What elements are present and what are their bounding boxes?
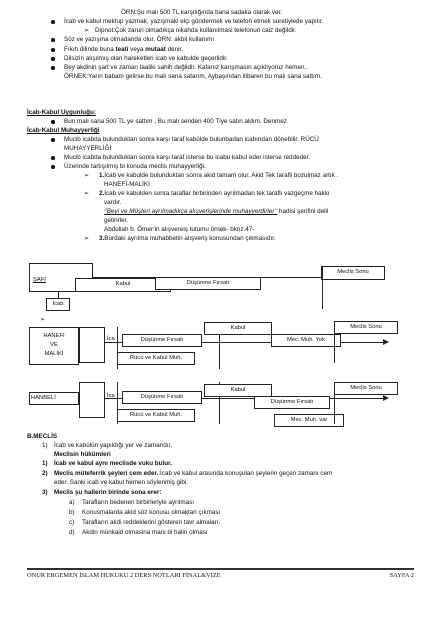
list-text: İcab ve kabülün yapıldığı yer ve zamandır. (54, 442, 172, 449)
mec-muh-label: Mec. Muh. Yok (286, 337, 326, 343)
kabul-label: Kabul (230, 325, 246, 331)
kabul-label: Kabul (230, 387, 246, 393)
meclis-line (322, 266, 323, 309)
arrow-right-icon: ➢ (84, 236, 90, 242)
meclis-label: Meclis Sonu (350, 385, 382, 391)
school-label: MALİKİ (44, 351, 64, 357)
text-part: Fıkıh dilinde buna (64, 46, 116, 53)
text-part: veya (128, 46, 146, 53)
thinking-label: Düşünme Fırsatı (140, 337, 184, 343)
sub-item-3 (99, 235, 276, 243)
arrow-right-icon: ➢ (40, 317, 46, 323)
bullet-text: Bun malı sana 500 TL ye sattım , Bu malı senden 400 Tlye satın aldım. Denmez (64, 118, 287, 125)
hadith-quote: ‘’Beyi ve Müşteri ayrılmadıkça alışverişlerinde muhayyerdirler’’ (104, 208, 278, 215)
bullet-text-cont: MUHAYYERLİĞİ (64, 145, 112, 152)
sub-item-1-cont: HANEFİ-MALİKİ (104, 181, 150, 188)
hadith-line (104, 208, 328, 216)
footer-rule (27, 568, 414, 570)
num: 3. (99, 235, 105, 242)
bullet-dot-icon (51, 66, 55, 70)
hadith-tail: hadisi şerifini delil (277, 208, 329, 215)
bullet-text: Mucib icabda bulunduktan sonra karşı taraf isterse bu icabu kabul eder isterse reddeder. (64, 154, 311, 161)
school-label: HANBELİ (31, 395, 56, 401)
bullet-dot-icon (51, 38, 55, 42)
sub-list-text: Tarafların bedenen birbirlerlyle ayrılması (82, 499, 194, 506)
school-label: HANEFİ (43, 333, 65, 339)
sub-list-text: Akdin münkaid olmasina mani bi halin olması (82, 529, 208, 536)
rucu-label: Rücü ve Kabul Muh. (129, 355, 183, 361)
bullet-text: Bey akdinin şart ve zaman taaliki sahih değildir. Kafanız karışmasın açıklıyoruz hemen.. (64, 64, 308, 71)
bullet-dot-icon (51, 156, 55, 160)
bullet-dot-icon (51, 20, 55, 24)
sub-heading: Meclisin hükümleri (54, 451, 111, 458)
num: 2. (99, 190, 105, 197)
bullet-dot-icon (51, 165, 55, 169)
example-text: ÖRNEK:Yarın babam gelirse bu malı sana satarım, Aybaşından itibaren bu malı sana sattım. (64, 73, 322, 80)
list-text-cont: eder. Sanki icab ve kabul hemen söylenmiş gibi. (54, 479, 189, 486)
bullet-text: Dilsizin alışılmış olan hareketleri icab ve kabulde geçerlidir. (64, 55, 228, 62)
icab-box (79, 382, 105, 418)
num: 1. (99, 172, 105, 179)
list-num: 1) (42, 460, 48, 467)
bullet-text: Üzerinde tartışılmış bi konuda meclis muhayyerliği. (64, 163, 206, 170)
arrow-right-icon: ➢ (84, 173, 90, 179)
icab-line (117, 327, 118, 369)
page-number: SAYFA 2 (389, 572, 414, 579)
bullet-text: Söz ve yazışma olmadanda olur. ÖRN: akbil kullanımı (64, 36, 215, 43)
section-heading: İcab-Kabul Uygunluğu: (27, 109, 96, 116)
arrow-head-icon (383, 395, 389, 401)
school-label: VE (50, 342, 58, 348)
list-num: 3) (42, 489, 48, 496)
list-text: İcab ve kabul aynı meclisde vuku bulur. (54, 460, 172, 467)
sub-list-key: a) (69, 499, 75, 506)
sub-item-2-cont: vardır. (104, 199, 122, 206)
thinking-label: Düşünme Fırsatı (270, 399, 314, 405)
sub-item-2-cont: getirirler. (104, 217, 129, 224)
sub-item-text: Burdaki ayrılma muhabbetin alışveriş konusundan çıkmasıdır. (104, 235, 276, 242)
icab-line (117, 382, 118, 424)
term: Meclis müteferrik şeyleri cem eder. (54, 470, 159, 477)
list-num: 2) (42, 470, 48, 477)
bullet-dot-icon (51, 48, 55, 52)
icab-connector (58, 292, 59, 299)
thinking-label: Düşünme Fırsatı (186, 280, 230, 286)
text-part: denir. (165, 46, 184, 53)
bullet-text: Mucib icabda bulunduktan sonra karşı taraf kabülde bulunbadan icabından dönebilir. RÜCÜ (64, 136, 319, 143)
sub-list-key: b) (69, 509, 75, 516)
sub-list-text: Tarafların akdi reddeklerini gösteren tavr almaları. (82, 519, 221, 526)
icab-label: İca (107, 393, 115, 399)
example-line: ÖRN:Şu malı 500 TL karşılığında bana sadaka olarak ver. (121, 9, 283, 16)
arrow-right-icon: ➢ (84, 191, 90, 197)
sub-list-key: c) (69, 519, 75, 526)
meclis-line (334, 382, 335, 424)
meclis-label: Meclis Sonu (337, 269, 369, 275)
kabul-label: Kabul (115, 281, 131, 287)
sub-list-key: d) (69, 529, 75, 536)
sub-item-1 (99, 172, 338, 180)
list-text: Meclis şu hallerin birinde sona erer: (54, 489, 162, 496)
term-teati: teati (115, 46, 129, 53)
thinking-label: Düşünme Fırsatı (140, 394, 184, 400)
sub-item-text: İcab ve kabulde bulunduktan sonra akid tamam olur. Akid Tek tarafli bozulmaz artık . (104, 172, 339, 179)
bullet-teati (64, 46, 183, 54)
sub-item-2 (99, 190, 330, 198)
school-label: ŞAFİ (33, 277, 46, 283)
list-num: 1) (42, 442, 48, 449)
bullet-dot-icon (51, 57, 55, 61)
bullet-text: İcab ve kabul mektup yazmak, yazışmaki elçi göndermek ve telefon etmek suretiylede yapılır. (64, 18, 324, 25)
section-heading: İcab-Kabul Muhayyerliği (27, 127, 100, 134)
section-heading: B.MECLİS (27, 433, 58, 440)
meclis-line (334, 321, 335, 363)
sub-item-text: İcab ve kabulden sonra taraflar birbirinden ayrılmadan tek taraflı vazgeçme hakkı (104, 190, 330, 197)
icab-box (79, 327, 105, 363)
sub-bullet-text: Dipnot:Çok zaruri olmadıkça nikahda kullanılmasi telefonun caiz değildir. (95, 27, 297, 34)
list-text (54, 470, 332, 478)
arrow-right-icon: ➢ (84, 28, 90, 34)
icab-label: İcab (52, 301, 64, 307)
meclis-label: Meclis Sonu (350, 324, 382, 330)
arrow-head-icon (383, 339, 389, 345)
rucu-label: Rücü ve Kabul Muh. (129, 412, 183, 418)
sub-list-text: Konusmalarda akid söz konusu olmaktan çıkması (82, 509, 221, 516)
text-part: :İcab ve kabul arasında konuşulan şeylerin geçen zamanı cem (158, 470, 333, 477)
icab-label: İca (107, 336, 115, 342)
mec-muh-label: Mec. Muh. var (290, 417, 328, 423)
bullet-dot-icon (51, 120, 55, 124)
sub-item-2-cont: Abdullah b. Ömer’in alışvereiş tutumu örnek- bknz.47- (104, 226, 255, 233)
term-mutaat: mutaat (145, 46, 166, 53)
bullet-dot-icon (51, 138, 55, 142)
footer-title: ONUR ERGEMEN İSLAM HUKUKU 2 DERS NOTLARI FİNAL&VİZE (27, 572, 221, 579)
